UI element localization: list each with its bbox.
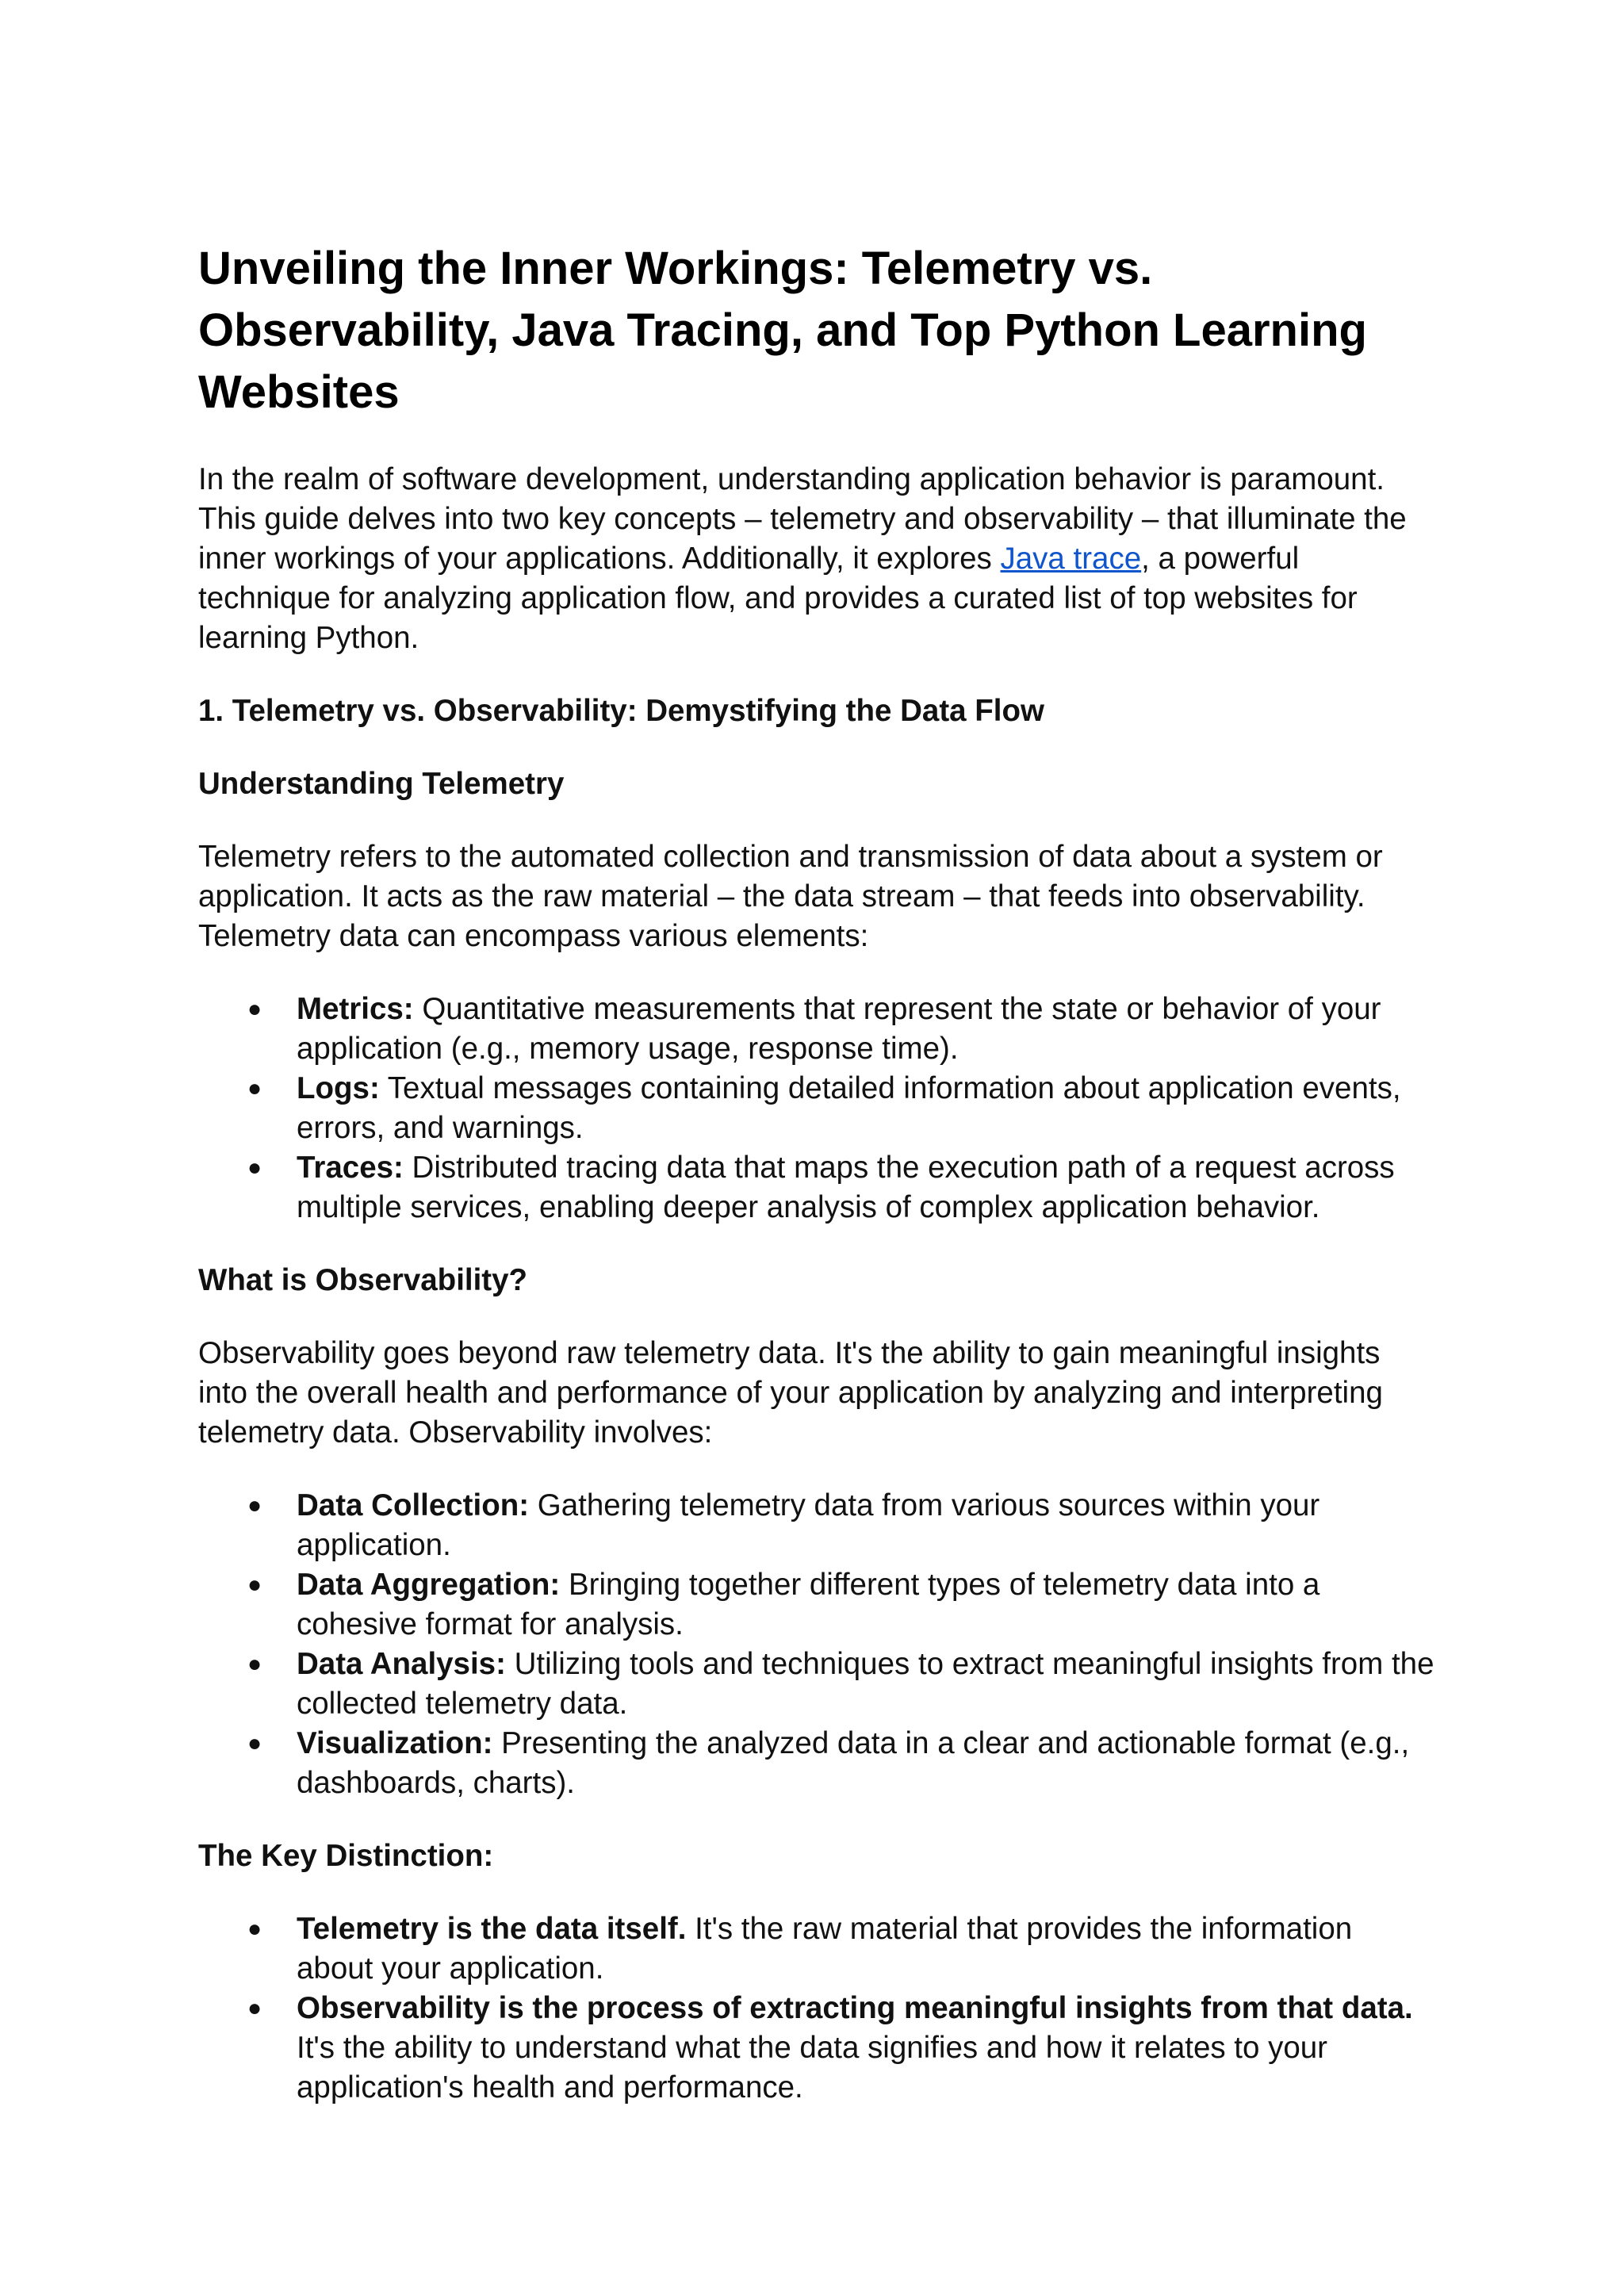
list-item-desc: Textual messages containing detailed information about application events, errors, and warnings. xyxy=(297,1071,1401,1145)
bullet-icon: ● xyxy=(247,996,262,1022)
list-item xyxy=(198,1565,1435,1645)
list-item-desc: Utilizing tools and techniques to extract meaningful insights from the collected telemetry data. xyxy=(297,1647,1434,1721)
list-item xyxy=(198,990,1435,1069)
document-page xyxy=(198,238,1435,2141)
list-item-desc: Bringing together different types of telemetry data into a cohesive format for analysis. xyxy=(297,1568,1320,1641)
list-item-term: Metrics: xyxy=(297,992,414,1026)
java-trace-link[interactable]: Java trace xyxy=(1000,542,1142,576)
document-title: Unveiling the Inner Workings: Telemetry vs. Observability, Java Tracing, and Top Python Learning Websites xyxy=(198,243,1367,418)
list-item-desc: Gathering telemetry data from various sources within your application. xyxy=(297,1488,1320,1562)
observability-list xyxy=(198,1486,1435,1803)
bullet-icon: ● xyxy=(247,1492,262,1518)
list-item-term: Data Collection: xyxy=(297,1488,530,1522)
list-item xyxy=(198,1148,1435,1227)
bullet-icon: ● xyxy=(247,1075,262,1101)
bullet-icon: ● xyxy=(247,1995,262,2021)
list-item xyxy=(198,1724,1435,1803)
telemetry-list xyxy=(198,990,1435,1227)
observability-heading: What is Observability? xyxy=(198,1263,528,1297)
observability-paragraph: Observability goes beyond raw telemetry data. It's the ability to gain meaningful insights into the overall health and performance of your application by analyzing and interpreting telemetry data. Observability involves: xyxy=(198,1336,1383,1450)
distinction-list xyxy=(198,1909,1435,2108)
list-item-desc: Quantitative measurements that represent the state or behavior of your application (e.g., memory usage, response time). xyxy=(297,992,1381,1066)
telemetry-paragraph: Telemetry refers to the automated collection and transmission of data about a system or application. It acts as the raw material – the data stream – that feeds into observability. Telemetry data can encompass various elements: xyxy=(198,840,1383,953)
list-item-term: Telemetry is the data itself. xyxy=(297,1912,687,1946)
bullet-icon: ● xyxy=(247,1651,262,1677)
list-item-desc: Presenting the analyzed data in a clear and actionable format (e.g., dashboards, charts). xyxy=(297,1726,1410,1800)
distinction-heading: The Key Distinction: xyxy=(198,1839,494,1873)
list-item-desc: It's the ability to understand what the data signifies and how it relates to your application's health and performance. xyxy=(297,2031,1327,2104)
bullet-icon: ● xyxy=(247,1155,262,1181)
list-item xyxy=(198,1645,1435,1724)
bullet-icon: ● xyxy=(247,1916,262,1942)
list-item-desc: Distributed tracing data that maps the execution path of a request across multiple services, enabling deeper analysis of complex application behavior. xyxy=(297,1151,1395,1224)
bullet-icon: ● xyxy=(247,1572,262,1598)
list-item-desc: It's the raw material that provides the information about your application. xyxy=(297,1912,1353,1986)
list-item xyxy=(198,1909,1435,1989)
list-item xyxy=(198,1069,1435,1148)
list-item-term: Visualization: xyxy=(297,1726,493,1760)
list-item-term: Logs: xyxy=(297,1071,380,1105)
intro-text-before-link: In the realm of software development, understanding application behavior is paramount. This guide delves into two key concepts – telemetry and observability – that illuminate the inner workings of your applications. Additionally, it explores xyxy=(198,462,1407,576)
list-item-term: Traces: xyxy=(297,1151,404,1185)
telemetry-heading: Understanding Telemetry xyxy=(198,767,565,801)
intro-paragraph xyxy=(198,460,1435,658)
list-item-term: Data Aggregation: xyxy=(297,1568,561,1602)
intro-text-after-link: , a powerful technique for analyzing application flow, and provides a curated list of top websites for learning Python. xyxy=(198,542,1358,655)
bullet-icon: ● xyxy=(247,1730,262,1756)
section-1-heading: 1. Telemetry vs. Observability: Demystifying the Data Flow xyxy=(198,694,1044,728)
list-item-term: Data Analysis: xyxy=(297,1647,506,1681)
list-item xyxy=(198,1486,1435,1565)
list-item xyxy=(198,1989,1435,2108)
list-item-term: Observability is the process of extracting meaningful insights from that data. xyxy=(297,1991,1413,2025)
